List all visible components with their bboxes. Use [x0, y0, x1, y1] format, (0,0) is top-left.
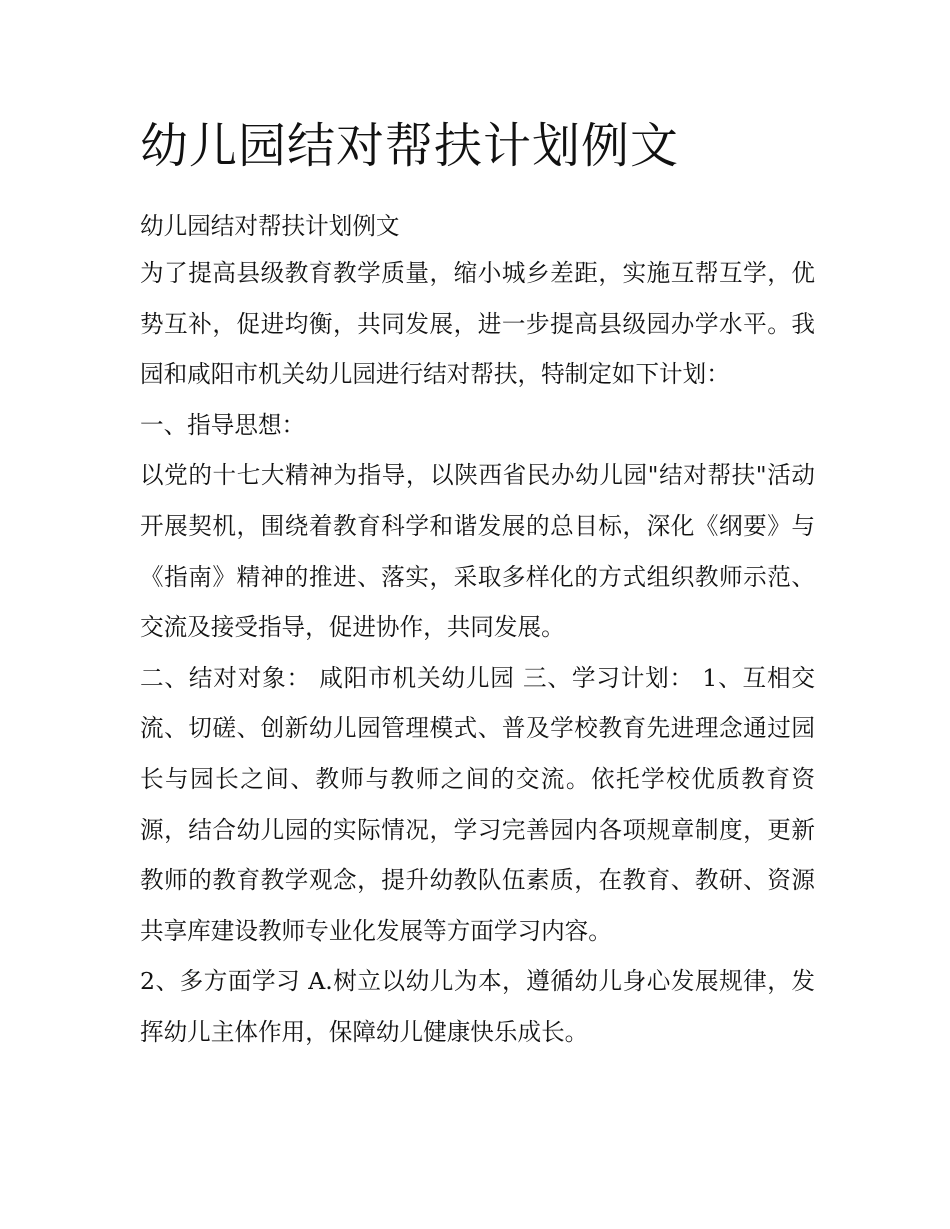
paragraph-multi-aspect-learning: 2、多方面学习 A.树立以幼儿为本，遵循幼儿身心发展规律，发挥幼儿主体作用，保障幼儿健康快乐成长。 — [140, 967, 815, 1046]
paragraph-pairing-and-plan: 二、结对对象： 咸阳市机关幼儿园 三、学习计划： 1、互相交流、切磋、创新幼儿园管理模式、普及学校教育先进理念通过园长与园长之间、教师与教师之间的交流。依托学校优质教育资源，结合幼儿园的实际情况，学习完善园内各项规章制度，更新教师的教育教学观念，提升幼教队伍素质，在教育、教研、资源共享库建设教师专业化发展等方面学习内容。 — [140, 663, 815, 945]
document-subtitle: 幼儿园结对帮扶计划例文 — [140, 212, 400, 240]
section-heading-guiding-thought: 一、指导思想： — [140, 410, 306, 439]
paragraph-intro: 为了提高县级教育教学质量，缩小城乡差距，实施互帮互学，优势互补，促进均衡，共同发展，进一步提高县级园办学水平。我园和咸阳市机关幼儿园进行结对帮扶，特制定如下计划： — [140, 259, 815, 389]
paragraph-guiding-thought: 以党的十七大精神为指导，以陕西省民办幼儿园"结对帮扶"活动开展契机，围绕着教育科学和谐发展的总目标，深化《纲要》与《指南》精神的推进、落实，采取多样化的方式组织教师示范、交流及接受指导，促进协作，共同发展。 — [140, 461, 815, 642]
document-page — [140, 110, 815, 1058]
document-title: 幼儿园结对帮扶计划例文 — [140, 118, 680, 174]
